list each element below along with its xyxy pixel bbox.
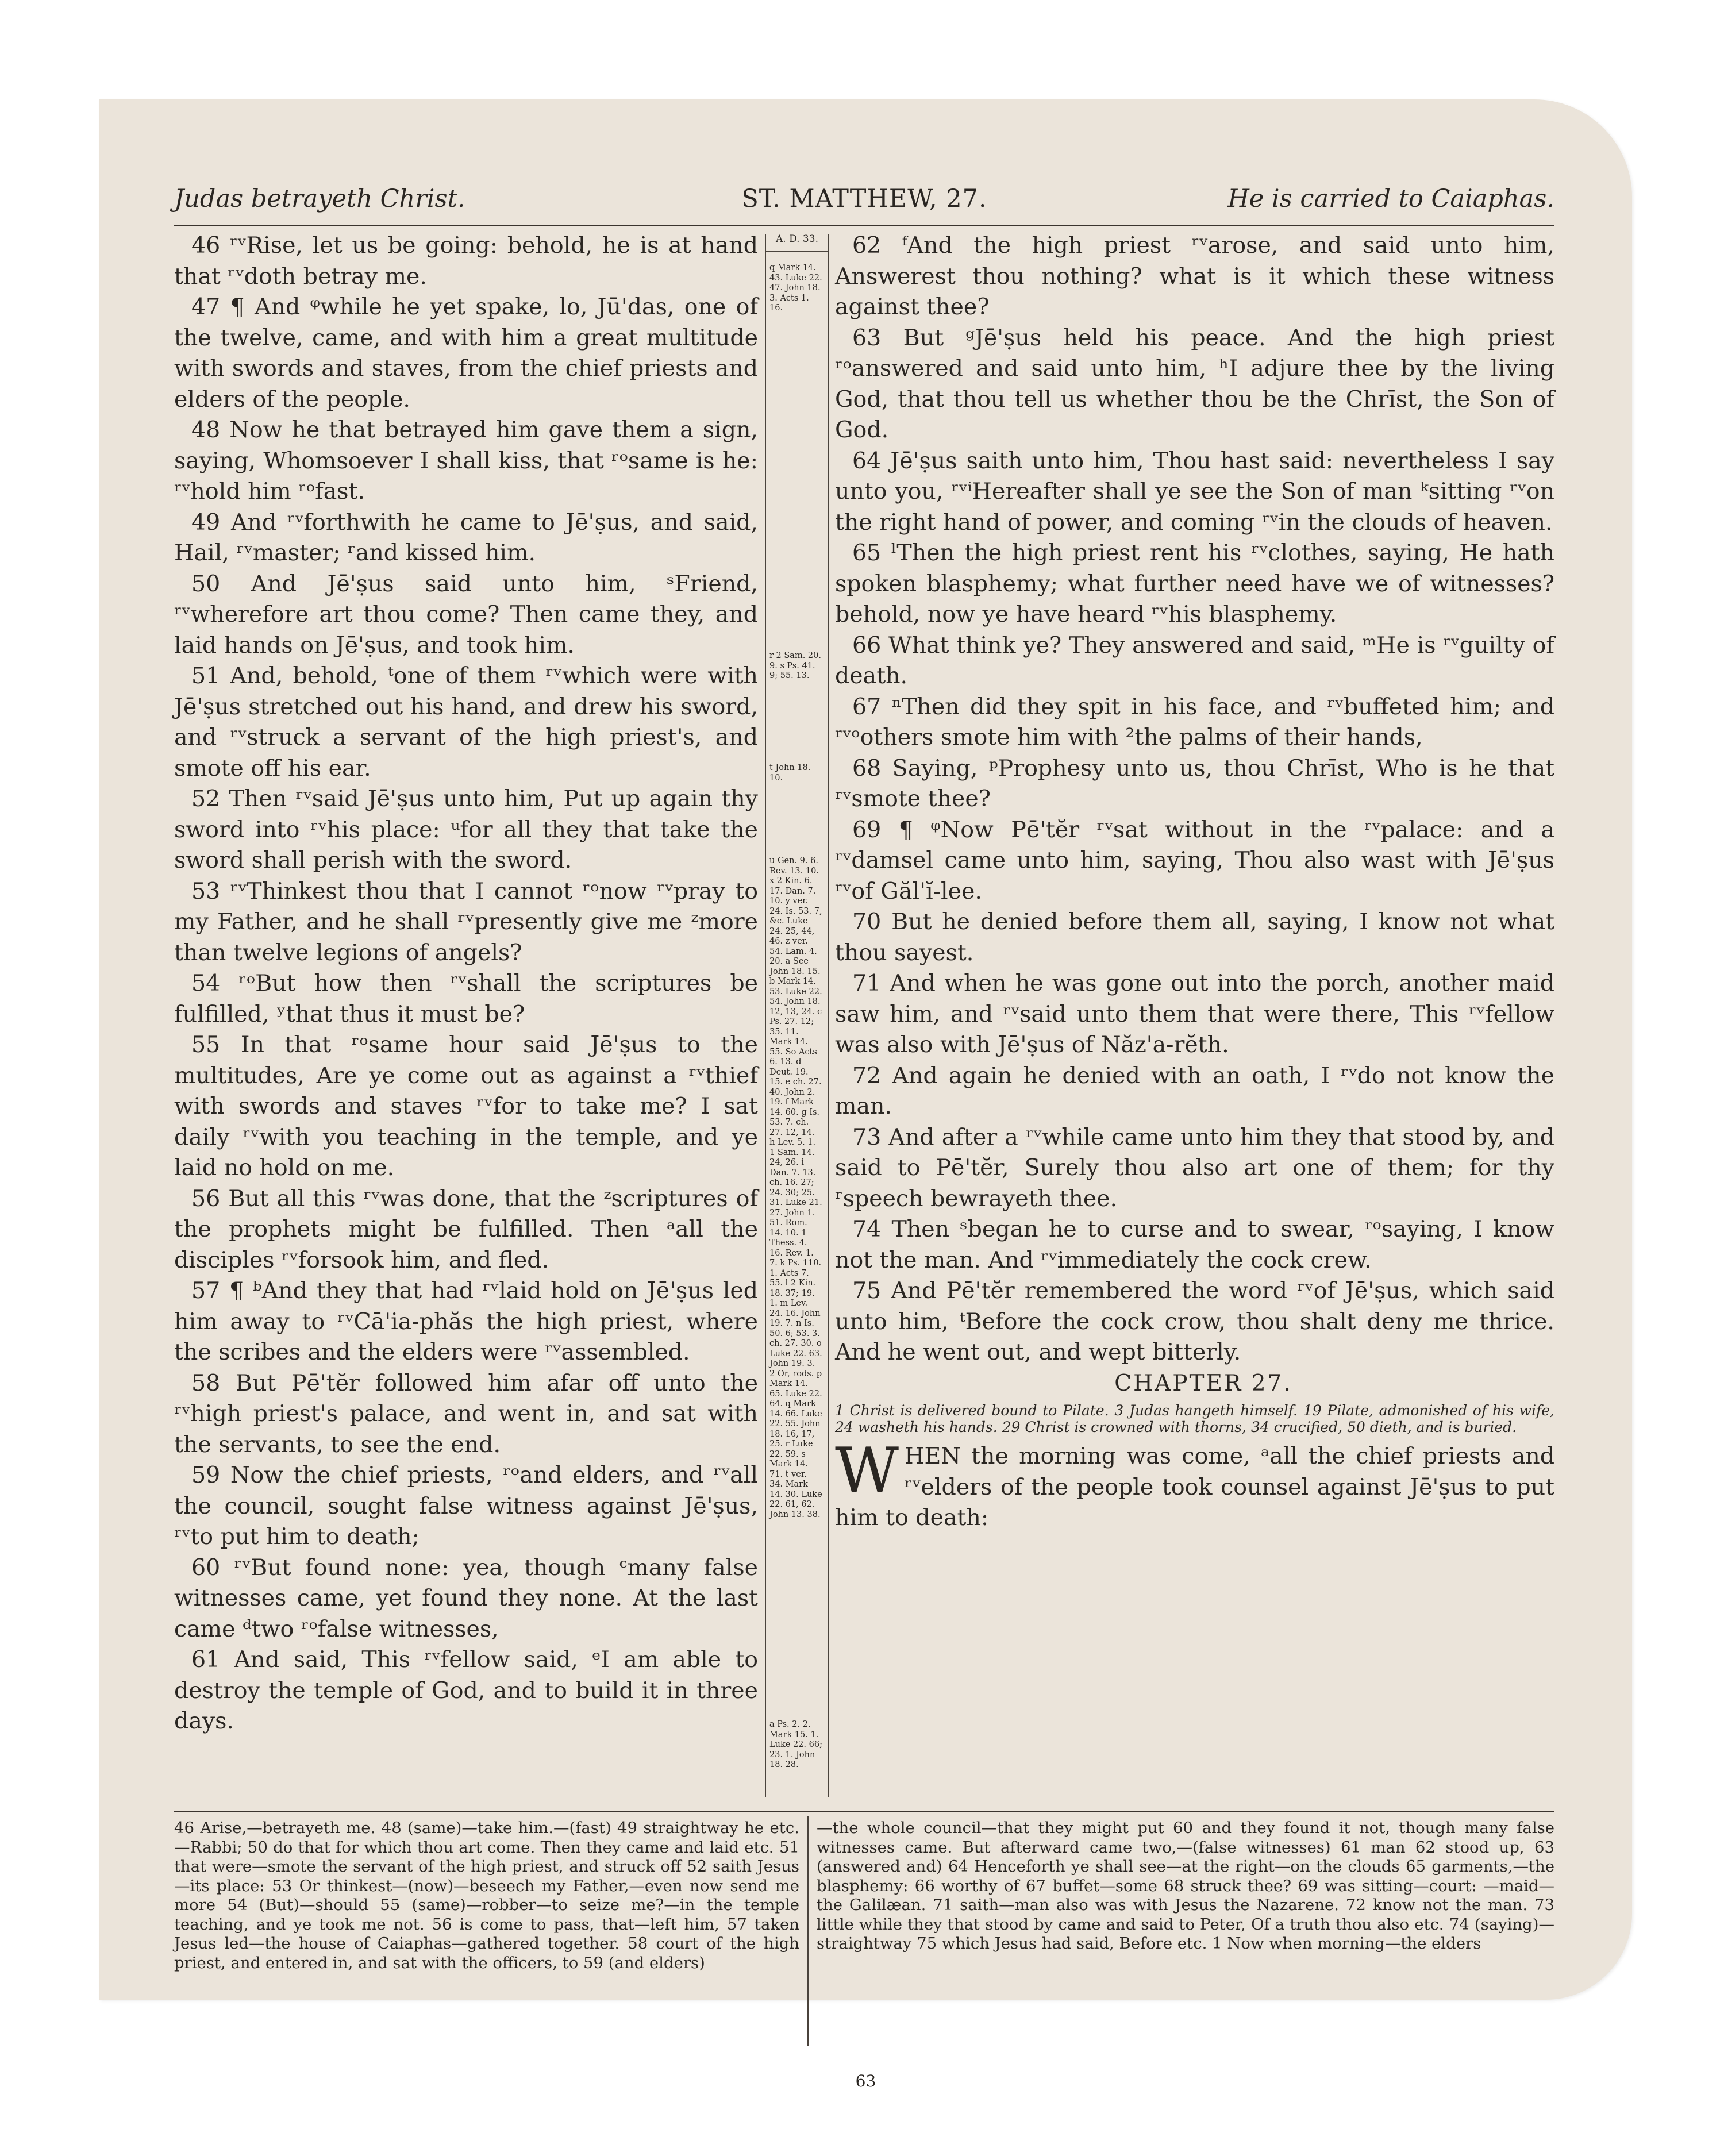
header-rule [174, 225, 1554, 226]
header-center: ST. MATTHEW, 27. [741, 184, 987, 213]
header-right: He is carried to Caiaphas. [1227, 184, 1554, 213]
margin-ref: r 2 Sam. 20. 9. s Ps. 41. 9; 55. 13. [769, 651, 821, 680]
footnote-rule [174, 1811, 1554, 1812]
verse: 75 And Pē'tĕr remembered the word ʳᵛof Jē'ṣus, which said unto him, ᵗBefore the cock crow, thou shalt deny me thrice. And he went out, and wept bitterly. [835, 1277, 1554, 1365]
page-number: 63 [855, 2072, 876, 2090]
verse: 50 And Jē'ṣus said unto him, ˢFriend, ʳᵛwherefore art thou come? Then came they, and laid hands on Jē'ṣus, and took him. [174, 570, 758, 659]
chapter-heading: CHAPTER 27. [1114, 1370, 1292, 1396]
chapter-summary: 1 Christ is delivered bound to Pilate. 3 Judas hangeth himself. 19 Pilate, admonished of his wife, 24 washeth his hands. 29 Christ is crowned with thorns, 34 crucified, 50 dieth, and is buried. [835, 1402, 1554, 1435]
verse: 73 And after a ʳᵛwhile came unto him they that stood by, and said to Pē'tĕr, Surely thou also art one of them; for thy ʳspeech bewrayeth thee. [835, 1123, 1554, 1212]
verse: 63 But ᵍJē'ṣus held his peace. And the high priest ʳᵒanswered and said unto him, ʰI adjure thee by the living God, that thou tell us whether thou be the Chrīst, the Son of God. [835, 324, 1554, 443]
verse: 53 ʳᵛThinkest thou that I cannot ʳᵒnow ʳᵛpray to my Father, and he shall ʳᵛpresently give me ᶻmore than twelve legions of angels? [174, 877, 758, 966]
chapter-opening-text: HEN the morning was come, ᵃall the chief priests and ʳᵛelders of the people took counsel against Jē'ṣus to put him to death: [835, 1443, 1554, 1531]
running-header [174, 184, 1554, 219]
verse: 54 ʳᵒBut how then ʳᵛshall the scriptures be fulfilled, ʸthat thus it must be? [174, 970, 758, 1027]
verse: 66 What think ye? They answered and said, ᵐHe is ʳᵛguilty of death. [835, 632, 1554, 689]
verse: 71 And when he was gone out into the porch, another maid saw him, and ʳᵛsaid unto them that were there, This ʳᵛfellow was also with Jē'ṣus of Năz'a-rĕth. [835, 970, 1554, 1058]
margin-ref: u Gen. 9. 6. Rev. 13. 10. x 2 Kin. 6. 17. Dan. 7. 10. y ver. 24. Is. 53. 7, &c. Luke 24. 25, 44, 46. z ver. 54. Lam. 4. 20. a See John 18. 15. b Mark 14. 53. Luke 22. 54. John 18. 12, 13, 24. c Ps. 27. 12; 35. 11. Mark 14. 55. So Acts 6. 13. d Deut. 19. 15. e ch. 27. 40. John 2. 19. f Mark 14. 60. g Is. 53. 7. ch. 27. 12, 14. h Lev. 5. 1. 1 Sam. 14. 24, 26. i Dan. 7. 13. ch. 16. 27; 24. 30; 25. 31. Luke 21. 27. John 1. 51. Rom. 14. 10. 1 Thess. 4. 16. Rev. 1. 7. k Ps. 110. 1. Acts 7. 55. l 2 Kin. 18. 37; 19. 1. m Lev. 24. 16. John 19. 7. n Is. 50. 6; 53. 3. ch. 27. 30. o Luke 22. 63. John 19. 3. 2 Or, rods. p Mark 14. 65. Luke 22. 64. q Mark 14. 66. Luke 22. 55. John 18. 16, 17, 25. r Luke 22. 59. s Mark 14. 71. t ver. 34. Mark 14. 30. Luke 22. 61, 62. John 13. 38. [769, 856, 822, 1519]
verse: 49 And ʳᵛforthwith he came to Jē'ṣus, and said, Hail, ʳᵛmaster; ʳand kissed him. [174, 509, 758, 566]
header-left: Judas betrayeth Christ. [174, 184, 465, 213]
right-text-column [835, 230, 1554, 1534]
verse: 72 And again he denied with an oath, I ʳᵛdo not know the man. [835, 1062, 1554, 1119]
book-page [99, 99, 1632, 2090]
verse: 69 ¶ ᵠNow Pē'tĕr ʳᵛsat without in the ʳᵛpalace: and a ʳᵛdamsel came unto him, saying, Thou also wast with Jē'ṣus ʳᵛof Găl'ĭ-lee. [835, 816, 1554, 904]
verse: 60 ʳᵛBut found none: yea, though ᶜmany false witnesses came, yet found they none. At the last came ᵈtwo ʳᵒfalse witnesses, [174, 1554, 758, 1642]
footnote-divider [807, 1816, 809, 2046]
verse: 64 Jē'ṣus saith unto him, Thou hast said: nevertheless I say unto you, ʳᵛⁱHereafter shall ye see the Son of man ᵏsitting ʳᵛon the right hand of power, and coming ʳᵛin the clouds of heaven. [835, 447, 1554, 536]
verse: 68 Saying, ᵖProphesy unto us, thou Chrīst, Who is he that ʳᵛsmote thee? [835, 754, 1554, 812]
year-marker: A. D. 33. [766, 234, 828, 252]
verse: 65 ˡThen the high priest rent his ʳᵛclothes, saying, He hath spoken blasphemy; what further need have we of witnesses? behold, now ye have heard ʳᵛhis blasphemy. [835, 540, 1554, 627]
margin-ref: a Ps. 2. 2. Mark 15. 1. Luke 22. 66; 23. 1. John 18. 28. [769, 1720, 822, 1769]
chapter-opening-verse [835, 1435, 1554, 1534]
center-reference-column [765, 234, 829, 1797]
margin-ref: t John 18. 10. [769, 763, 811, 783]
verse: 47 ¶ And ᵠwhile he yet spake, lo, Jū'das, one of the twelve, came, and with him a great multitude with swords and staves, from the chief priests and elders of the people. [174, 294, 758, 413]
verse: 51 And, behold, ᵗone of them ʳᵛwhich were with Jē'ṣus stretched out his hand, and drew his sword, and ʳᵛstruck a servant of the high priest's, and smote off his ear. [174, 663, 758, 781]
left-text-column [174, 230, 758, 1737]
footnote-right: —the whole council—that they might put 60 and they found it not, though many false witnesses came. But afterward came two,—(false witnesses) 61 man 62 stood up, 63 (answered and) 64 Henceforth ye shall see—at the right—on the clouds 65 garments,—the blasphemy: 66 worthy of 67 buffet—some 68 struck thee? 69 was sitting—court: —maid—the Galilæan. 71 saith—man also was with Jesus the Nazarene. 72 know not the man. 73 little while they that stood by came and said to Peter, Of a truth thou also etc. 74 (saying)—straightway 75 which Jesus had said, Before etc. 1 Now when morning—the elders [817, 1819, 1554, 1953]
verse: 48 Now he that betrayed him gave them a sign, saying, Whomsoever I shall kiss, that ʳᵒsame is he: ʳᵛhold him ʳᵒfast. [174, 417, 758, 505]
verse: 74 Then ˢbegan he to curse and to swear, ʳᵒsaying, I know not the man. And ʳᵛimmediately the cock crew. [835, 1216, 1554, 1273]
verse: 62 ᶠAnd the high priest ʳᵛarose, and said unto him, Answerest thou nothing? what is it which these witness against thee? [835, 232, 1554, 320]
verse: 61 And said, This ʳᵛfellow said, ᵉI am able to destroy the temple of God, and to build it in three days. [174, 1646, 758, 1734]
verse: 55 In that ʳᵒsame hour said Jē'ṣus to the multitudes, Are ye come out as against a ʳᵛthief with swords and staves ʳᵛfor to take me? I sat daily ʳᵛwith you teaching in the temple, and ye laid no hold on me. [174, 1031, 758, 1181]
footnote-left: 46 Arise,—betrayeth me. 48 (same)—take him.—(fast) 49 straightway he etc.—Rabbi; 50 do that for which thou art come. Then they came and laid etc. 51 that were—smote the servant of the high priest, and struck off 52 saith Jesus—its place: 53 Or thinkest—(now)—beseech my Father,—even now send me more 54 (But)—should 55 (same)—robber—to seize me?—in the temple teaching, and ye took me not. 56 is come to pass, that—left him, 57 taken Jesus led—the house of Caiaphas—gathered together. 58 court of the high priest, and entered in, and sat with the officers, to 59 (and elders) [174, 1819, 799, 1972]
verse: 46 ʳᵛRise, let us be going: behold, he is at hand that ʳᵛdoth betray me. [174, 232, 758, 290]
verse: 56 But all this ʳᵛwas done, that the ᶻscriptures of the prophets might be fulfilled. Then ᵃall the disciples ʳᵛforsook him, and fled. [174, 1185, 758, 1273]
margin-ref: q Mark 14. 43. Luke 22. 47. John 18. 3. Acts 1. 16. [769, 263, 822, 313]
verse: 58 But Pē'tĕr followed him afar off unto the ʳᵛhigh priest's palace, and went in, and sat with the servants, to see the end. [174, 1369, 758, 1458]
verse: 57 ¶ ᵇAnd they that had ʳᵛlaid hold on Jē'ṣus led him away to ʳᵛCā'ia-phăs the high priest, where the scribes and the elders were ʳᵛassembled. [174, 1277, 758, 1365]
verse: 70 But he denied before them all, saying, I know not what thou sayest. [835, 908, 1554, 966]
verse: 67 ⁿThen did they spit in his face, and ʳᵛbuffeted him; and ʳᵛᵒothers smote him with ²the palms of their hands, [835, 693, 1554, 750]
verse: 52 Then ʳᵛsaid Jē'ṣus unto him, Put up again thy sword into ʳᵛhis place: ᵘfor all they that take the sword shall perish with the sword. [174, 786, 758, 873]
verse: 59 Now the chief priests, ʳᵒand elders, and ʳᵛall the council, sought false witness against Jē'ṣus, ʳᵛto put him to death; [174, 1462, 758, 1550]
drop-cap: W [835, 1435, 899, 1507]
